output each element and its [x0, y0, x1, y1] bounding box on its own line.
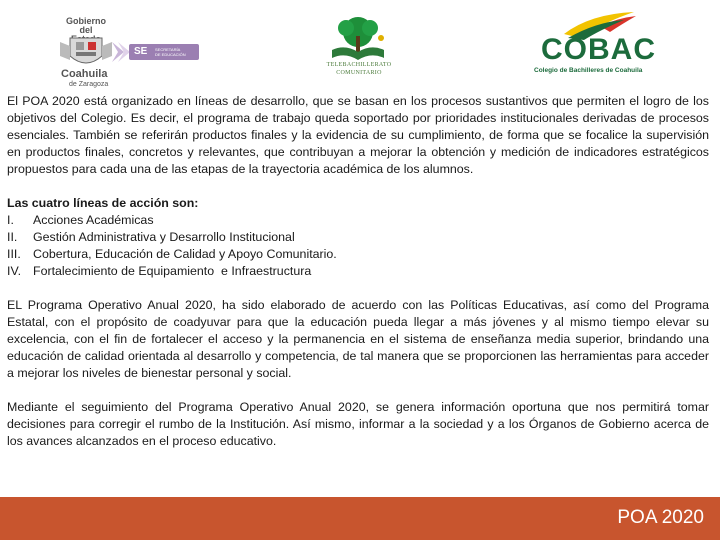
action-lines-title: Las cuatro líneas de acción son: [7, 196, 199, 210]
gov-logo-line1: Gobierno [66, 16, 106, 26]
document-body [7, 93, 709, 450]
cobac-logo-word: COBAC [541, 33, 656, 66]
tbc-line2: COMUNITARIO [336, 70, 382, 76]
list-item-text: Acciones Académicas [33, 213, 154, 227]
list-item-text: Cobertura, Educación de Calidad y Apoyo Comunitario. [33, 247, 337, 261]
list-item-number: II. [7, 230, 18, 244]
paragraph-intro: El POA 2020 está organizado en líneas de desarrollo, que se basan en los procesos sustantivos que permiten el logro de los objetivos del Colegio. Es decir, el programa de trabajo queda soportado por prioridades institucionales derivadas de procesos esenciales. También se referirán productos finales y la evidencia de su cumplimiento, de forma que se focalice la supervisión en productos finales, concretos y relevantes, que contribuyan a mejorar la obtención y medición de indicadores estratégicos propuestos para cada una de las etapas de la trayectoria académica de los alumnos. [7, 94, 709, 176]
action-lines-list [7, 212, 709, 280]
se-label: SE [134, 46, 148, 57]
footer-title: POA 2020 [617, 507, 704, 528]
list-item [7, 263, 709, 280]
gov-logo-name: Coahuila [61, 68, 108, 80]
gov-logo-subname: de Zaragoza [69, 81, 109, 88]
logo-bar [0, 0, 720, 92]
tbc-line1: TELEBACHILLERATO [326, 62, 392, 68]
list-item-text: Gestión Administrativa y Desarrollo Institucional [33, 230, 295, 244]
list-item-number: I. [7, 213, 14, 227]
list-item-text: Fortalecimiento de Equipamiento e Infraestructura [33, 264, 312, 278]
se-subtitle-line1: SECRETARÍA [155, 47, 181, 52]
gov-crest-icon [56, 36, 116, 72]
cobac-logo-subtitle: Colegio de Bachilleres de Coahuila [534, 67, 643, 74]
se-subtitle [155, 47, 195, 57]
paragraph-followup: Mediante el seguimiento del Programa Operativo Anual 2020, se genera información oportuna que nos permitirá tomar decisiones para corregir el rumbo de la Institución. Así mismo, informar a la sociedad y a los Órganos de Gobierno acerca de los avances alcanzados en el proceso educativo. [7, 400, 709, 448]
se-subtitle-line2: DE EDUCACIÓN [155, 52, 186, 57]
list-item [7, 229, 709, 246]
telebachillerato-logo-text [319, 61, 399, 77]
list-item [7, 246, 709, 263]
list-item [7, 212, 709, 229]
list-item-number: IV. [7, 264, 22, 278]
list-item-number: III. [7, 247, 21, 261]
footer-bar [0, 497, 720, 540]
gov-logo-line2: del [79, 25, 93, 35]
paragraph-program: EL Programa Operativo Anual 2020, ha sido elaborado de acuerdo con las Políticas Educativas, así como del Programa Estatal, con el propósito de coadyuvar para que la educación pueda llegar a más jóvenes y al mismo tiempo elevar su excelencia, con el fin de fortalecer el acceso y la permanencia en el sistema de enseñanza media superior, brindando una educación de calidad orientada al desarrollo y competencia, de tal manera que se proporcionen las herramientas para acceder a mejorar los niveles de bienestar personal y social. [7, 298, 709, 380]
